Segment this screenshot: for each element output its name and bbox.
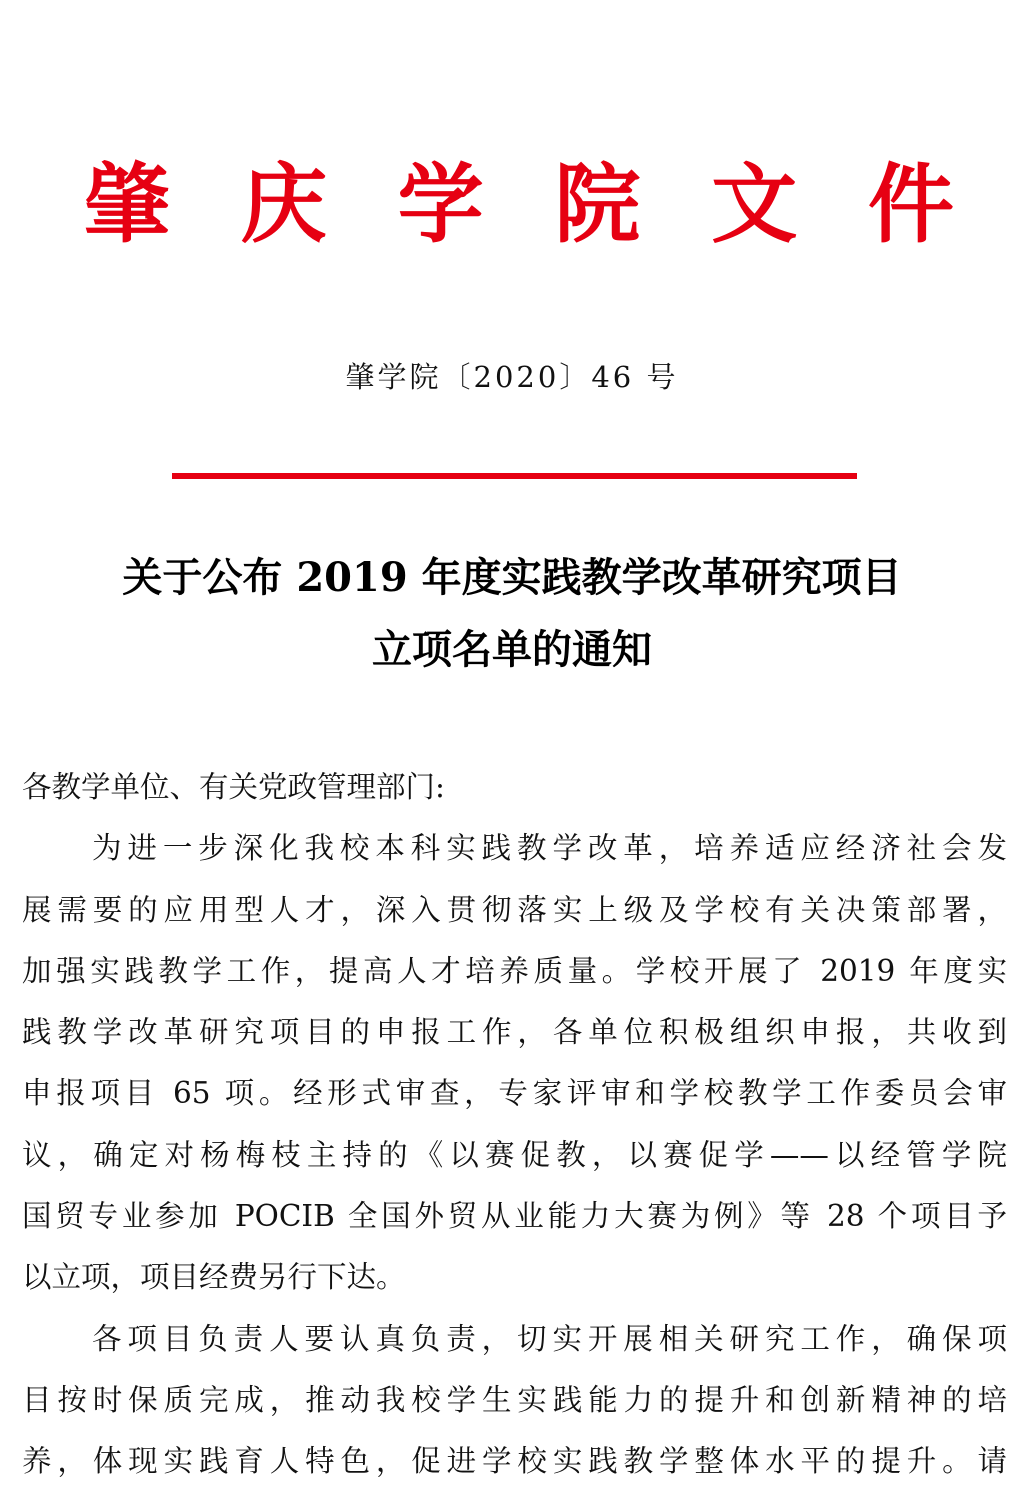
notice-title-line-2: 立项名单的通知 bbox=[372, 626, 652, 673]
body-line: 申报项目 65 项。经形式审查，专家评审和学校教学工作委员会审 bbox=[22, 1076, 1007, 1111]
header-char: 文 bbox=[711, 154, 798, 255]
red-divider-rule bbox=[172, 473, 857, 479]
body-line: 以立项，项目经费另行下达。 bbox=[22, 1260, 406, 1295]
document-header-title bbox=[84, 150, 954, 260]
header-char: 院 bbox=[554, 154, 641, 255]
header-char: 件 bbox=[867, 154, 954, 255]
document-number: 肇学院〔2020〕46 号 bbox=[345, 360, 679, 394]
header-char: 肇 bbox=[84, 154, 170, 255]
body-line: 议，确定对杨梅枝主持的《以赛促教，以赛促学——以经管学院 bbox=[22, 1137, 1007, 1172]
header-char: 学 bbox=[397, 154, 484, 255]
body-line: 国贸专业参加 POCIB 全国外贸从业能力大赛为例》等 28 个项目予 bbox=[22, 1199, 1007, 1234]
notice-title-line-1: 关于公布 2019 年度实践教学改革研究项目 bbox=[122, 554, 902, 601]
header-char: 庆 bbox=[240, 154, 327, 255]
body-line: 为进一步深化我校本科实践教学改革，培养适应经济社会发 bbox=[92, 831, 1007, 866]
body-line: 各项目负责人要认真负责，切实开展相关研究工作，确保项 bbox=[92, 1321, 1007, 1356]
body-line: 展需要的应用型人才，深入贯彻落实上级及学校有关决策部署， bbox=[22, 892, 1007, 927]
body-line: 践教学改革研究项目的申报工作，各单位积极组织申报，共收到 bbox=[22, 1015, 1007, 1050]
body-line: 养，体现实践育人特色，促进学校实践教学整体水平的提升。请 bbox=[22, 1444, 1007, 1479]
body-line: 加强实践教学工作，提高人才培养质量。学校开展了 2019 年度实 bbox=[22, 953, 1007, 988]
salutation: 各教学单位、有关党政管理部门: bbox=[22, 770, 445, 804]
notice-body bbox=[22, 757, 1007, 1493]
body-line: 目按时保质完成，推动我校学生实践能力的提升和创新精神的培 bbox=[22, 1382, 1007, 1417]
